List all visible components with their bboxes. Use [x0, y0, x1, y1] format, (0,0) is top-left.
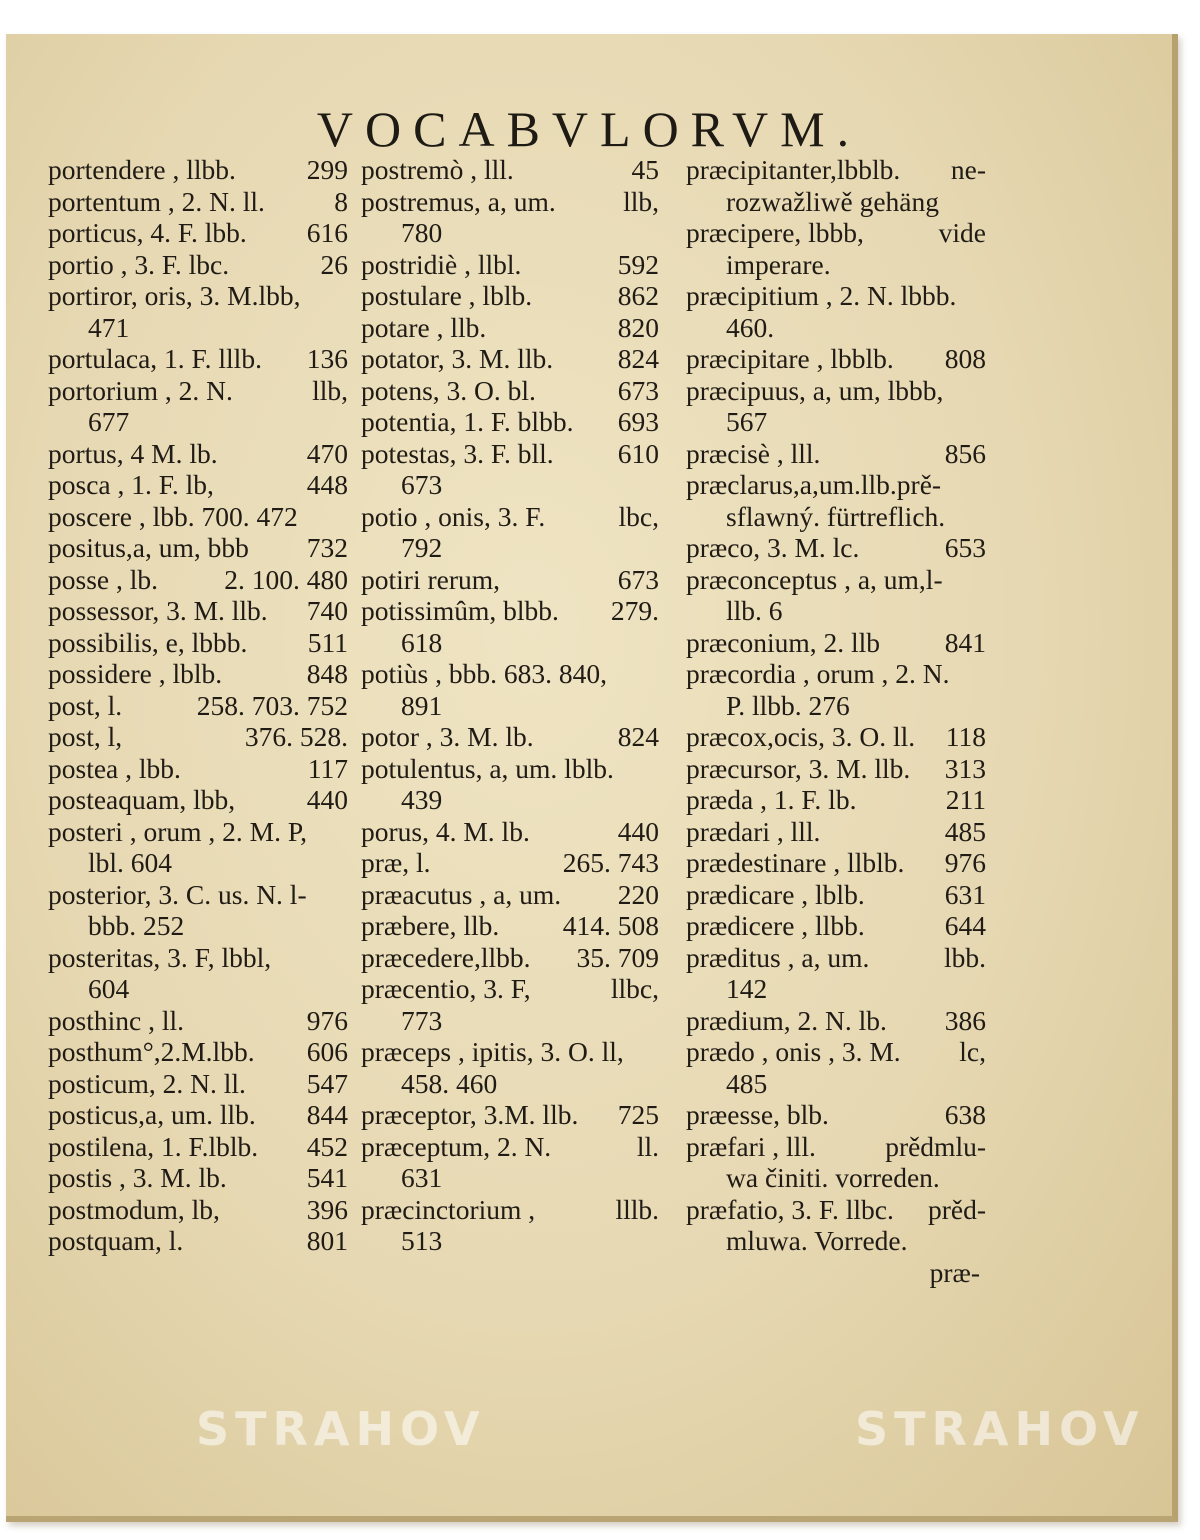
- entry-reference: 136: [306, 343, 348, 374]
- entry-term: præbere, llb.: [361, 910, 500, 941]
- column-2: [361, 154, 659, 1257]
- entry-reference: 26: [320, 248, 348, 280]
- dictionary-entry: [48, 249, 348, 281]
- entry-reference: lc,: [959, 1036, 986, 1067]
- entry-reference: prěd-: [927, 1193, 986, 1225]
- dictionary-entry: [686, 280, 986, 312]
- dictionary-entry: [48, 564, 348, 596]
- dictionary-entry: [361, 280, 659, 312]
- entry-reference: 862: [617, 280, 659, 311]
- entry-term: præceps , ipitis, 3. O. ll,: [361, 1036, 624, 1067]
- dictionary-entry: [686, 1099, 986, 1131]
- entry-reference: 386: [944, 1004, 986, 1036]
- dictionary-entry: [686, 847, 986, 879]
- entry-term: prædo , onis , 3. M.: [686, 1036, 901, 1067]
- dictionary-entry: [48, 879, 348, 911]
- entry-term: postulare , lblb.: [361, 280, 533, 311]
- dictionary-entry: [686, 1036, 986, 1068]
- entry-continuation: P. llbb. 276: [726, 689, 850, 721]
- dictionary-entry: [361, 1131, 659, 1163]
- dictionary-entry: [361, 186, 659, 218]
- entry-term: postilena, 1. F.lblb.: [48, 1130, 259, 1162]
- entry-term: posteaquam, lbb,: [48, 784, 236, 815]
- entry-reference: llb,: [623, 185, 659, 217]
- entry-term: præditus , a, um.: [686, 941, 870, 973]
- entry-term: postea , lbb.: [48, 752, 181, 784]
- dictionary-entry: [48, 343, 348, 375]
- entry-reference: vide: [938, 217, 986, 248]
- entry-term: præcedere,llbb.: [361, 941, 531, 973]
- entry-continuation: 780: [401, 217, 443, 248]
- entry-reference: 2. 100. 480: [224, 563, 348, 595]
- entry-reference: 448: [306, 469, 348, 500]
- entry-term: positus,a, um, bbb: [48, 532, 249, 563]
- entry-reference: llbc,: [610, 973, 659, 1004]
- entry-term: postremus, a, um.: [361, 185, 556, 217]
- entry-reference: 45: [631, 154, 659, 185]
- entry-continuation: 673: [401, 469, 443, 500]
- dictionary-entry: [686, 816, 986, 848]
- dictionary-entry: [686, 1005, 986, 1037]
- entry-term: præcinctorium ,: [361, 1193, 536, 1225]
- entry-reference: lbc,: [618, 500, 659, 532]
- entry-continuation: 471: [88, 311, 130, 343]
- entry-term: præacutus , a, um.: [361, 878, 562, 910]
- entry-term: prædicare , lblb.: [686, 878, 865, 910]
- entry-term: potiri rerum,: [361, 563, 500, 595]
- entry-reference: llb,: [312, 374, 348, 406]
- entry-reference: 440: [306, 784, 348, 815]
- column-1: [48, 154, 348, 1257]
- entry-term: postis , 3. M. lb.: [48, 1162, 227, 1193]
- dictionary-entry: [361, 154, 659, 186]
- entry-reference: 117: [307, 752, 348, 784]
- entry-term: portentum , 2. N. ll.: [48, 185, 265, 217]
- entry-reference: 824: [617, 721, 659, 752]
- dictionary-entry: [361, 501, 659, 533]
- dictionary-entry: [361, 438, 659, 470]
- entry-reference: 725: [617, 1099, 659, 1130]
- dictionary-entry: [686, 217, 986, 249]
- entry-reference: 220: [617, 878, 659, 910]
- entry-term: præco, 3. M. lc.: [686, 532, 860, 563]
- dictionary-entry: [48, 816, 348, 848]
- dictionary-entry: [686, 784, 986, 816]
- entry-continuation: 677: [88, 406, 130, 437]
- entry-term: præ, l.: [361, 847, 431, 878]
- dictionary-entry: [48, 217, 348, 249]
- dictionary-entry: [361, 1036, 659, 1068]
- entry-continuation: 604: [88, 973, 130, 1004]
- entry-continuation: 142: [726, 973, 768, 1004]
- dictionary-entry: [48, 375, 348, 407]
- dictionary-entry: [48, 501, 348, 533]
- entry-reference: 644: [944, 910, 986, 941]
- entry-term: portus, 4 M. lb.: [48, 437, 218, 469]
- dictionary-entry: [686, 375, 986, 407]
- entry-reference: 848: [306, 658, 348, 689]
- entry-reference: 732: [306, 532, 348, 563]
- entry-reference: 976: [944, 847, 986, 878]
- entry-term: possessor, 3. M. llb.: [48, 595, 268, 626]
- dictionary-entry: [686, 154, 986, 186]
- entry-reference: 258. 703. 752: [196, 689, 348, 721]
- entry-term: præcordia , orum , 2. N.: [686, 658, 950, 689]
- entry-reference: 976: [306, 1004, 348, 1036]
- entry-reference: lbb.: [943, 941, 986, 973]
- dictionary-entry: [686, 469, 986, 501]
- entry-reference: 616: [306, 217, 348, 248]
- entry-reference: 118: [945, 721, 986, 752]
- entry-term: potator, 3. M. llb.: [361, 343, 554, 374]
- entry-reference: 299: [306, 154, 348, 185]
- entry-reference: 820: [617, 311, 659, 343]
- entry-term: poscere , lbb. 700. 472: [48, 500, 298, 532]
- dictionary-entry: [48, 753, 348, 785]
- dictionary-entry: [361, 1194, 659, 1226]
- entry-term: portulaca, 1. F. lllb.: [48, 343, 262, 374]
- entry-term: posca , 1. F. lb,: [48, 469, 214, 500]
- entry-term: posthinc , ll.: [48, 1004, 184, 1036]
- dictionary-entry: [686, 627, 986, 659]
- entry-continuation: 891: [401, 689, 443, 721]
- dictionary-entry: [48, 1068, 348, 1100]
- dictionary-entry: [686, 1194, 986, 1226]
- entry-reference: 824: [617, 343, 659, 374]
- entry-reference: 470: [306, 437, 348, 469]
- dictionary-entry: [48, 186, 348, 218]
- entry-continuation: mluwa. Vorrede.: [726, 1225, 908, 1256]
- dictionary-entry: [48, 438, 348, 470]
- dictionary-entry: [686, 879, 986, 911]
- entry-term: præconium, 2. llb: [686, 626, 881, 658]
- entry-reference: 592: [617, 248, 659, 280]
- entry-term: præfatio, 3. F. llbc.: [686, 1193, 894, 1225]
- entry-reference: 673: [617, 563, 659, 595]
- dictionary-entry: [48, 1225, 348, 1257]
- entry-term: portendere , llbb.: [48, 154, 236, 185]
- entry-term: potare , llb.: [361, 311, 487, 343]
- dictionary-entry: [686, 343, 986, 375]
- entry-continuation: 773: [401, 1004, 443, 1036]
- entry-reference: 856: [944, 437, 986, 469]
- entry-continuation: 439: [401, 784, 443, 815]
- entry-reference: 485: [944, 815, 986, 847]
- entry-continuation: 618: [401, 626, 443, 658]
- entry-term: præcisè , lll.: [686, 437, 821, 469]
- entry-term: porticus, 4. F. lbb.: [48, 217, 247, 248]
- entry-reference: 844: [306, 1099, 348, 1130]
- dictionary-entry: [48, 721, 348, 753]
- dictionary-entry: [48, 1194, 348, 1226]
- entry-term: posticus,a, um. llb.: [48, 1099, 256, 1130]
- entry-term: posteritas, 3. F, lbbl,: [48, 941, 272, 973]
- page-header: VOCABVLORVM.: [316, 101, 862, 157]
- entry-term: præcipuus, a, um, lbbb,: [686, 374, 944, 406]
- dictionary-entry: [48, 690, 348, 722]
- book-page: [6, 34, 1178, 1522]
- entry-reference: 673: [617, 374, 659, 406]
- dictionary-entry: [48, 1036, 348, 1068]
- entry-term: possidere , lblb.: [48, 658, 223, 689]
- dictionary-entry: [686, 942, 986, 974]
- entry-reference: ll.: [636, 1130, 659, 1162]
- entry-term: potio , onis, 3. F.: [361, 500, 546, 532]
- dictionary-entry: [686, 721, 986, 753]
- entry-reference: 606: [306, 1036, 348, 1067]
- entry-reference: 376. 528.: [244, 721, 348, 752]
- entry-reference: 414. 508: [562, 910, 659, 941]
- entry-term: portio , 3. F. lbc.: [48, 248, 230, 280]
- dictionary-entry: [361, 879, 659, 911]
- entry-term: potens, 3. O. bl.: [361, 374, 536, 406]
- entry-term: potor , 3. M. lb.: [361, 721, 534, 752]
- entry-term: prædestinare , llblb.: [686, 847, 905, 878]
- entry-reference: prědmlu-: [885, 1130, 986, 1162]
- entry-term: porus, 4. M. lb.: [361, 815, 530, 847]
- dictionary-entry: [48, 784, 348, 816]
- entry-term: potestas, 3. F. bll.: [361, 437, 554, 469]
- entry-reference: 653: [944, 532, 986, 563]
- dictionary-entry: [361, 375, 659, 407]
- entry-term: præceptor, 3.M. llb.: [361, 1099, 579, 1130]
- entry-term: portorium , 2. N.: [48, 374, 233, 406]
- entry-term: præcursor, 3. M. llb.: [686, 752, 911, 784]
- watermark-right: STRAHOV: [855, 1402, 1145, 1456]
- dictionary-entry: [361, 249, 659, 281]
- entry-term: præcox,ocis, 3. O. ll.: [686, 721, 916, 752]
- dictionary-entry: [361, 973, 659, 1005]
- entry-reference: 693: [617, 406, 659, 437]
- entry-term: præcipitanter,lbblb.: [686, 154, 901, 185]
- entry-term: postmodum, lb,: [48, 1193, 220, 1225]
- entry-term: portiror, oris, 3. M.lbb,: [48, 280, 301, 311]
- entry-term: postremò , lll.: [361, 154, 514, 185]
- dictionary-entry: [361, 658, 659, 690]
- dictionary-entry: [686, 910, 986, 942]
- dictionary-entry: [361, 816, 659, 848]
- entry-term: posthum°,2.M.lbb.: [48, 1036, 255, 1067]
- dictionary-entry: [686, 1131, 986, 1163]
- dictionary-entry: [361, 753, 659, 785]
- entry-term: præcipere, lbbb,: [686, 217, 864, 248]
- entry-reference: 265. 743: [562, 847, 659, 878]
- dictionary-entry: [48, 280, 348, 312]
- entry-reference: 740: [306, 595, 348, 626]
- dictionary-entry: [48, 627, 348, 659]
- entry-continuation: 631: [401, 1162, 443, 1193]
- entry-reference: 610: [617, 437, 659, 469]
- entry-continuation: bbb. 252: [88, 910, 185, 941]
- entry-reference: 841: [944, 626, 986, 658]
- entry-term: præfari , lll.: [686, 1130, 816, 1162]
- entry-reference: lllb.: [615, 1193, 659, 1225]
- entry-term: præesse, blb.: [686, 1099, 829, 1130]
- dictionary-entry: [361, 595, 659, 627]
- entry-term: posterior, 3. C. us. N. l-: [48, 878, 307, 910]
- dictionary-entry: [48, 532, 348, 564]
- entry-term: posse , lb.: [48, 563, 158, 595]
- entry-continuation: 458. 460: [401, 1067, 498, 1099]
- dictionary-entry: [686, 753, 986, 785]
- dictionary-entry: [48, 1131, 348, 1163]
- dictionary-entry: [48, 595, 348, 627]
- entry-term: postquam, l.: [48, 1225, 184, 1256]
- entry-term: posticum, 2. N. ll.: [48, 1067, 246, 1099]
- catchword: præ-: [929, 1256, 980, 1288]
- entry-term: potiùs , bbb. 683. 840,: [361, 658, 607, 689]
- dictionary-entry: [361, 406, 659, 438]
- entry-continuation: wa činiti. vorreden.: [726, 1162, 940, 1193]
- dictionary-entry: [686, 532, 986, 564]
- entry-continuation: lbl. 604: [88, 847, 173, 878]
- dictionary-entry: [48, 1162, 348, 1194]
- entry-continuation: rozwažliwě gehäng: [726, 185, 940, 217]
- entry-term: præda , 1. F. lb.: [686, 784, 857, 815]
- entry-term: prædium, 2. N. lb.: [686, 1004, 887, 1036]
- entry-reference: 8: [334, 185, 348, 217]
- dictionary-entry: [361, 343, 659, 375]
- dictionary-entry: [48, 658, 348, 690]
- entry-reference: 313: [944, 752, 986, 784]
- entry-continuation: 792: [401, 532, 443, 563]
- entry-term: posteri , orum , 2. M. P,: [48, 815, 307, 847]
- dictionary-entry: [48, 1005, 348, 1037]
- dictionary-entry: [361, 910, 659, 942]
- dictionary-entry: [361, 312, 659, 344]
- column-3: [686, 154, 986, 1288]
- entry-term: post, l,: [48, 721, 123, 752]
- entry-reference: 638: [944, 1099, 986, 1130]
- entry-continuation: 513: [401, 1225, 443, 1256]
- entry-reference: 808: [944, 343, 986, 374]
- entry-reference: 35. 709: [576, 941, 659, 973]
- entry-reference: 541: [306, 1162, 348, 1193]
- entry-term: prædicere , llbb.: [686, 910, 865, 941]
- dictionary-entry: [361, 847, 659, 879]
- entry-continuation: 460.: [726, 311, 775, 343]
- entry-continuation: sflawný. fürtreflich.: [726, 500, 946, 532]
- entry-reference: 547: [306, 1067, 348, 1099]
- entry-term: post, l.: [48, 689, 123, 721]
- entry-reference: 440: [617, 815, 659, 847]
- entry-reference: 279.: [610, 595, 659, 626]
- entry-continuation: imperare.: [726, 248, 831, 280]
- entry-reference: 511: [307, 626, 348, 658]
- dictionary-entry: [48, 469, 348, 501]
- entry-continuation: 485: [726, 1067, 768, 1099]
- dictionary-entry: [686, 564, 986, 596]
- dictionary-entry: [48, 1099, 348, 1131]
- entry-term: postridiè , llbl.: [361, 248, 522, 280]
- watermark-left: STRAHOV: [196, 1402, 486, 1456]
- entry-reference: 211: [945, 784, 986, 815]
- entry-reference: 396: [306, 1193, 348, 1225]
- entry-term: præclarus,a,um.llb.prě-: [686, 469, 942, 500]
- entry-term: præcentio, 3. F,: [361, 973, 531, 1004]
- entry-term: præcipitare , lbblb.: [686, 343, 894, 374]
- entry-reference: 452: [306, 1130, 348, 1162]
- entry-reference: ne-: [950, 154, 986, 185]
- entry-term: præcipitium , 2. N. lbbb.: [686, 280, 957, 311]
- dictionary-entry: [361, 721, 659, 753]
- dictionary-entry: [361, 564, 659, 596]
- dictionary-entry: [361, 942, 659, 974]
- entry-term: prædari , lll.: [686, 815, 821, 847]
- entry-term: potentia, 1. F. blbb.: [361, 406, 574, 437]
- dictionary-entry: [48, 154, 348, 186]
- entry-term: præceptum, 2. N.: [361, 1130, 552, 1162]
- entry-term: possibilis, e, lbbb.: [48, 626, 248, 658]
- dictionary-entry: [686, 658, 986, 690]
- entry-term: præconceptus , a, um,l-: [686, 563, 943, 595]
- entry-continuation: llb. 6: [726, 595, 783, 626]
- dictionary-entry: [48, 942, 348, 974]
- entry-term: potulentus, a, um. lblb.: [361, 752, 614, 784]
- entry-continuation: 567: [726, 406, 768, 437]
- dictionary-entry: [686, 438, 986, 470]
- entry-reference: 631: [944, 878, 986, 910]
- dictionary-entry: [361, 1099, 659, 1131]
- entry-reference: 801: [306, 1225, 348, 1256]
- entry-term: potissimûm, blbb.: [361, 595, 559, 626]
